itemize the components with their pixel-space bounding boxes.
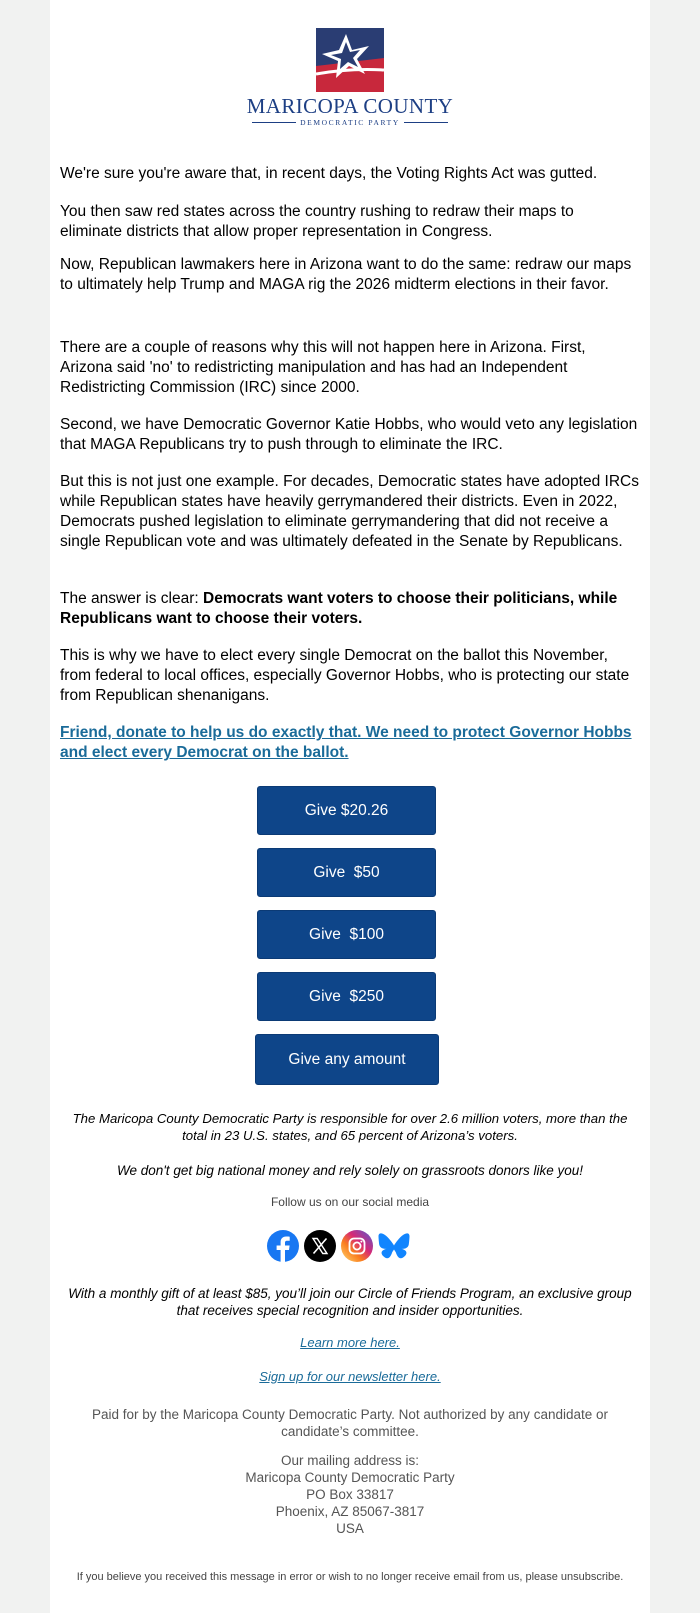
- x-icon[interactable]: [304, 1230, 336, 1262]
- address-heading: Our mailing address is:: [280, 1453, 420, 1468]
- voters-note: The Maricopa County Democratic Party is responsible for over 2.6 million voters, more than the total in 23 U.S. states, and 65 percent of Arizona’s voters.: [72, 1111, 628, 1143]
- social-icons: [267, 1230, 410, 1262]
- logo-name: MARICOPA COUNTY: [246, 94, 454, 118]
- facebook-icon[interactable]: [267, 1230, 299, 1262]
- paragraph-7: [60, 589, 640, 629]
- give-50-button[interactable]: Give $50: [257, 848, 436, 897]
- circle-of-friends-note: With a monthly gift of at least $85, you’ll join our Circle of Friends Program, an exclusive group that receives special recognition and insider opportunities.: [68, 1286, 632, 1318]
- learn-more-link[interactable]: Learn more here.: [300, 1335, 400, 1350]
- donate-cta-link[interactable]: Friend, donate to help us do exactly that. We need to protect Governor Hobbs and elect every Democrat on the ballot.: [60, 724, 632, 761]
- party-logo: [50, 28, 650, 127]
- paragraph-7-prefix: The answer is clear:: [60, 590, 203, 607]
- star-flag-logo-icon: [316, 28, 384, 92]
- paragraph-2: You then saw red states across the country rushing to redraw their maps to eliminate districts that allow proper representation in Congress.: [60, 203, 574, 240]
- logo-subtitle: DEMOCRATIC PARTY: [300, 118, 400, 127]
- address-line: PO Box 33817: [306, 1487, 394, 1502]
- paragraph-1: We're sure you're aware that, in recent days, the Voting Rights Act was gutted.: [60, 165, 598, 182]
- address-line: USA: [336, 1521, 364, 1536]
- paragraph-6: But this is not just one example. For decades, Democratic states have adopted IRCs while Republican states have heavily gerrymandered their districts. Even in 2022, Democrats pushed legislation to eliminate gerrymandering that did not receive a single Republican vote and was ultimately defeated in the Senate by Republicans.: [60, 473, 639, 550]
- give-2026-button[interactable]: Give $20.26: [257, 786, 436, 835]
- newsletter-link[interactable]: Sign up for our newsletter here.: [259, 1369, 441, 1384]
- logo-rule-left: [252, 122, 296, 123]
- unsubscribe-text[interactable]: If you believe you received this message in error or wish to no longer receive email from us, please unsubscribe.: [76, 1571, 624, 1583]
- give-any-amount-button[interactable]: Give any amount: [255, 1034, 439, 1085]
- social-heading: Follow us on our social media: [270, 1195, 430, 1209]
- instagram-icon[interactable]: [341, 1230, 373, 1262]
- paragraph-4: There are a couple of reasons why this will not happen here in Arizona. First, Arizona said 'no' to redistricting manipulation and has had an Independent Redistricting Commission (IRC) since 2000.: [60, 339, 586, 396]
- give-100-button[interactable]: Give $100: [257, 910, 436, 959]
- give-250-button[interactable]: Give $250: [257, 972, 436, 1021]
- paid-for-disclaimer: Paid for by the Maricopa County Democratic Party. Not authorized by any candidate or candidate’s committee.: [91, 1407, 608, 1439]
- logo-rule-right: [404, 122, 448, 123]
- paragraph-5: Second, we have Democratic Governor Katie Hobbs, who would veto any legislation that MAGA Republicans try to push through to eliminate the IRC.: [60, 416, 638, 453]
- address-line: Maricopa County Democratic Party: [245, 1470, 455, 1485]
- bluesky-icon[interactable]: [378, 1230, 410, 1262]
- mailing-address: [50, 1452, 650, 1537]
- grassroots-note: We don't get big national money and rely solely on grassroots donors like you!: [116, 1163, 584, 1178]
- address-line: Phoenix, AZ 85067-3817: [275, 1504, 425, 1519]
- paragraph-3: Now, Republican lawmakers here in Arizona want to do the same: redraw our maps to ultimately help Trump and MAGA rig the 2026 midterm elections in their favor.: [60, 256, 632, 293]
- email-body: [50, 0, 650, 1613]
- paragraph-8: This is why we have to elect every single Democrat on the ballot this November, from federal to local offices, especially Governor Hobbs, who is protecting our state from Republican shenanigans.: [60, 647, 630, 704]
- paragraph-7-bold: Democrats want voters to choose their politicians, while Republicans want to choose their voters.: [60, 590, 618, 627]
